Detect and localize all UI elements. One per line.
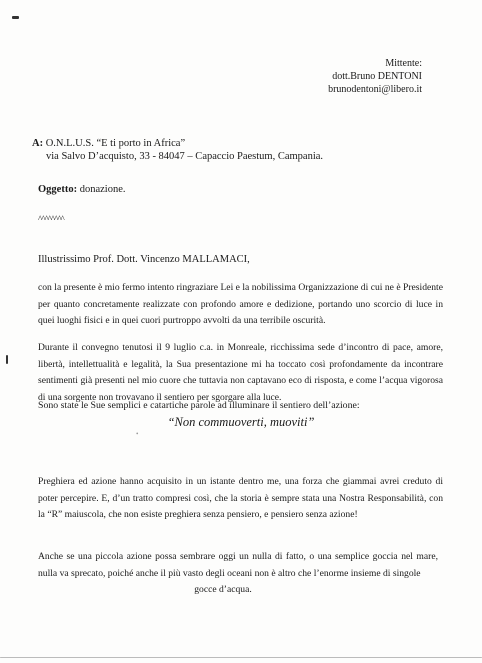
recipient-label: A: (32, 138, 44, 149)
scan-mark-left-edge (6, 355, 8, 364)
subject-text: donazione. (79, 184, 126, 195)
subject-line (38, 184, 125, 195)
paragraph-small-action-text: Anche se una piccola azione possa sembrare oggi un nulla di fatto, o una semplice goccia nel mare, nulla va sprecato, poiché anche il più vasto degli oceani non è altro che l’enorme insieme di singole (38, 551, 438, 579)
paragraph-convention: Durante il convegno tenutosi il 9 luglio c.a. in Monreale, ricchissima sede d’incontro di pace, amore, libertà, intellettualità e legalità, la Sua presentazione mi ha toccato così profondamente da incontrare sentimenti già presenti nel mio cuore che tuttavia non captavano eco di risposta, e come l’acqua vigorosa di una sorgente non trovavano il sentiero per sgorgare alla luce. (38, 342, 443, 403)
scan-mark-bottom-edge (0, 657, 482, 658)
paragraph-small-action (38, 549, 438, 599)
scan-speck: • (136, 430, 139, 438)
sender-block (328, 57, 422, 96)
paragraph-words: Sono state le Sue semplici e catartiche parole ad illuminare il sentiero dell’azione: (38, 400, 360, 411)
motto-quote: “Non commuoverti, muoviti” (167, 415, 315, 429)
recipient-address: via Salvo D’acquisto, 33 - 84047 – Capaccio Paestum, Campania. (46, 151, 324, 162)
recipient-block (32, 137, 323, 163)
recipient-org: O.N.L.U.S. “E ti porto in Africa” (45, 138, 186, 149)
subject-label: Oggetto: (38, 184, 78, 195)
sender-label: Mittente: (385, 58, 422, 69)
sender-name: dott.Bruno DENTONI (332, 71, 422, 82)
scan-mark-top-left (12, 16, 19, 19)
sender-email: brunodentoni@libero.it (328, 84, 422, 95)
paragraph-small-action-end: gocce d’acqua. (194, 584, 252, 595)
paragraph-prayer-action: Preghiera ed azione hanno acquisito in un istante dentro me, una forza che giammai avrei creduto di poter percepire. E, d’un tratto compresi così, che la storia è sempre stata una Nostra Responsabilità, con la “R” maiuscola, che non esiste preghiera senza pensiero, e pensiero senza azione! (38, 476, 443, 520)
recipient-line-org (32, 137, 323, 150)
separator-marks: ^^^^^^^^ (38, 214, 64, 224)
salutation: Illustrissimo Prof. Dott. Vincenzo MALLAMACI, (38, 254, 250, 265)
paragraph-thanks: con la presente è mio fermo intento ringraziare Lei e la nobilissima Organizzazione di cui ne è Presidente per quanto concretamente realizzate con profondo amore e dedizione, portando uno scorcio di luce in quei luoghi fisici e in quei cuori purtroppo avvolti da una terribile oscurità. (38, 282, 443, 326)
